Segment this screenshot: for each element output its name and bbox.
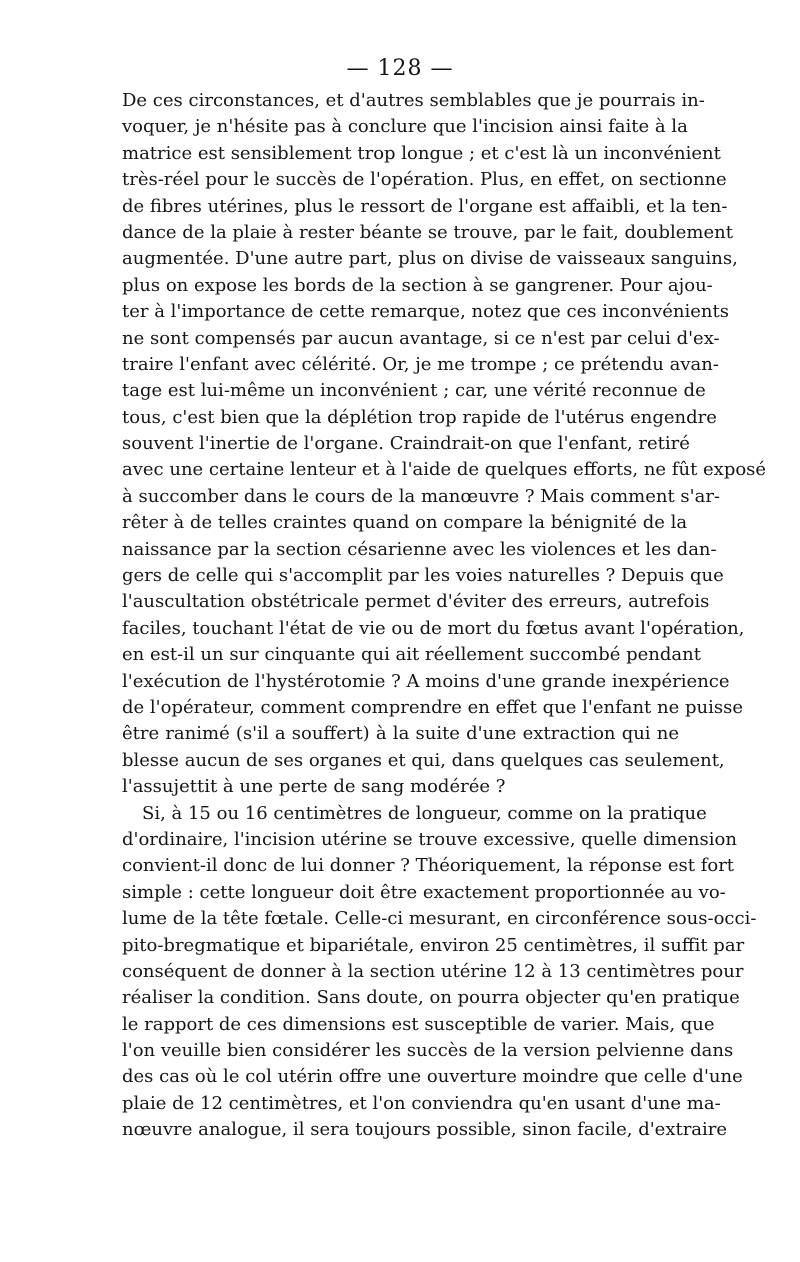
body-text xyxy=(122,88,767,1144)
text-line: matrice est sensiblement trop longue ; et c'est là un inconvénient xyxy=(122,142,721,164)
text-line: l'auscultation obstétricale permet d'éviter des erreurs, autrefois xyxy=(122,591,710,613)
text-line: dance de la plaie à rester béante se trouve, par le fait, doublement xyxy=(122,221,733,243)
text-line: convient-il donc de lui donner ? Théoriquement, la réponse est fort xyxy=(122,855,735,877)
text-line: de fibres utérines, plus le ressort de l'organe est affaibli, et la ten- xyxy=(122,195,728,217)
text-line: en est-il un sur cinquante qui ait réellement succombé pendant xyxy=(122,644,701,666)
text-line: lume de la tête fœtale. Celle-ci mesurant, en circonférence sous-occi- xyxy=(122,908,757,930)
text-line: réaliser la condition. Sans doute, on pourra objecter qu'en pratique xyxy=(122,987,740,1009)
text-line: naissance par la section césarienne avec les violences et les dan- xyxy=(122,538,717,560)
text-line: avec une certaine lenteur et à l'aide de quelques efforts, ne fût exposé xyxy=(122,459,767,481)
text-line: plus on expose les bords de la section à se gangrener. Pour ajou- xyxy=(122,274,713,296)
text-line: des cas où le col utérin offre une ouverture moindre que celle d'une xyxy=(122,1066,743,1088)
text-line: plaie de 12 centimètres, et l'on conviendra qu'en usant d'une ma- xyxy=(122,1092,721,1114)
page-number: — 128 — xyxy=(346,56,454,81)
text-line: d'ordinaire, l'incision utérine se trouve excessive, quelle dimension xyxy=(122,828,737,850)
text-line: augmentée. D'une autre part, plus on divise de vaisseaux sanguins, xyxy=(122,248,738,270)
text-line: voquer, je n'hésite pas à conclure que l'incision ainsi faite à la xyxy=(122,116,688,138)
text-line: à succomber dans le cours de la manœuvre ? Mais comment s'ar- xyxy=(122,485,721,507)
text-line: rêter à de telles craintes quand on compare la bénignité de la xyxy=(122,512,688,534)
text-line: tage est lui-même un inconvénient ; car, une vérité reconnue de xyxy=(122,380,706,402)
text-line: l'assujettit à une perte de sang modérée ? xyxy=(122,776,506,798)
text-line: conséquent de donner à la section utérine 12 à 13 centimètres pour xyxy=(122,960,744,982)
text-line: souvent l'inertie de l'organe. Craindrait-on que l'enfant, retiré xyxy=(122,433,690,455)
text-line: être ranimé (s'il a souffert) à la suite d'une extraction qui ne xyxy=(122,723,679,745)
text-line: Si, à 15 ou 16 centimètres de longueur, comme on la pratique xyxy=(142,802,707,824)
text-line: l'exécution de l'hystérotomie ? A moins d'une grande inexpérience xyxy=(122,670,730,692)
text-line: faciles, touchant l'état de vie ou de mort du fœtus avant l'opération, xyxy=(122,617,745,639)
text-line: ne sont compensés par aucun avantage, si ce n'est par celui d'ex- xyxy=(122,327,720,349)
text-line: tous, c'est bien que la déplétion trop rapide de l'utérus engendre xyxy=(122,406,717,428)
text-line: gers de celle qui s'accomplit par les voies naturelles ? Depuis que xyxy=(122,565,724,587)
text-line: très-réel pour le succès de l'opération. Plus, en effet, on sectionne xyxy=(122,169,727,191)
text-line: le rapport de ces dimensions est susceptible de varier. Mais, que xyxy=(122,1013,715,1035)
text-line: simple : cette longueur doit être exactement proportionnée au vo- xyxy=(122,881,726,903)
text-line: traire l'enfant avec célérité. Or, je me trompe ; ce prétendu avan- xyxy=(122,353,719,375)
text-line: blesse aucun de ses organes et qui, dans quelques cas seulement, xyxy=(122,749,725,771)
text-line: De ces circonstances, et d'autres semblables que je pourrais in- xyxy=(122,90,705,111)
text-line: ter à l'importance de cette remarque, notez que ces inconvénients xyxy=(122,301,729,323)
text-line: de l'opérateur, comment comprendre en effet que l'enfant ne puisse xyxy=(122,696,743,718)
text-line: l'on veuille bien considérer les succès de la version pelvienne dans xyxy=(122,1040,734,1062)
text-line: pito-bregmatique et bipariétale, environ 25 centimètres, il suffit par xyxy=(122,934,745,956)
text-line: nœuvre analogue, il sera toujours possible, sinon facile, d'extraire xyxy=(122,1119,728,1141)
